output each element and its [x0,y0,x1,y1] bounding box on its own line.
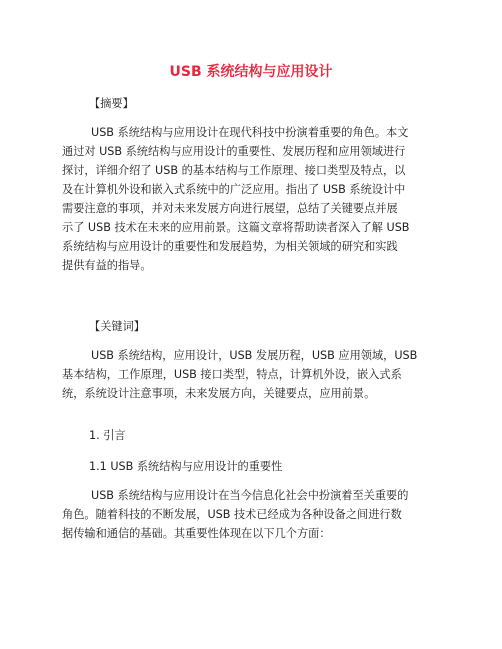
keywords-line: 基本结构，工作原理，USB 接口类型，特点，计算机外设，嵌入式系 [62,368,402,381]
section-1-1-heading: 1.1 USB 系统结构与应用设计的重要性 [89,460,283,473]
section-1-1-paragraph [62,486,440,543]
abstract-line: 及在计算机外设和嵌入式系统中的广泛应用。指出了 USB 系统设计中 [62,183,406,196]
abstract-paragraph [62,123,440,275]
abstract-line: 示了 USB 技术在未来的应用前景。这篇文章将帮助读者深入了解 USB [62,221,410,234]
document-title: USB 系统结构与应用设计 [169,64,333,80]
abstract-heading: 【摘要】 [89,97,134,110]
abstract-line: USB 系统结构与应用设计在现代科技中扮演着重要的角色。本文 [91,126,409,139]
keywords-paragraph [62,346,440,403]
keywords-heading: 【关键词】 [89,320,145,333]
section-1-1-line: 据传输和通信的基础。其重要性体现在以下几个方面： [62,527,331,540]
abstract-line: 探讨，详细介绍了 USB 的基本结构与工作原理、接口类型及特点，以 [62,164,406,177]
abstract-line: 需要注意的事项，并对未来发展方向进行展望，总结了关键要点并展 [62,202,398,215]
abstract-line: 系统结构与应用设计的重要性和发展趋势，为相关领域的研究和实践 [62,240,398,253]
keywords-line: 统，系统设计注意事项，未来发展方向，关键要点，应用前景。 [62,387,376,400]
abstract-line: 提供有益的指导。 [62,259,152,272]
section-1-1-line: USB 系统结构与应用设计在当今信息化社会中扮演着至关重要的 [91,489,409,502]
keywords-line: USB 系统结构，应用设计，USB 发展历程，USB 应用领域，USB [91,349,418,362]
section-1-1-line: 角色。随着科技的不断发展，USB 技术已经成为各种设备之间进行数 [62,508,402,521]
section-1-heading: 1. 引言 [89,429,126,442]
abstract-line: 通过对 USB 系统结构与应用设计的重要性、发展历程和应用领域进行 [62,145,406,158]
